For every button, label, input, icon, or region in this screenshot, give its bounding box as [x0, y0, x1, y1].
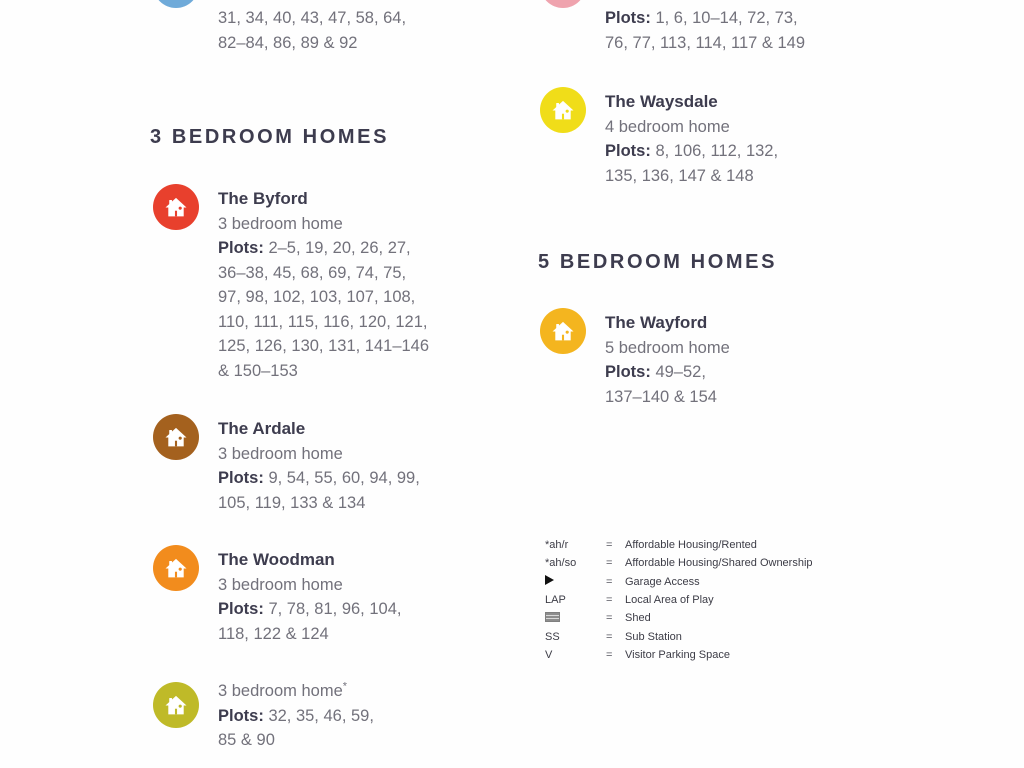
section-heading-3-bedroom: 3 BEDROOM HOMES	[150, 126, 390, 148]
plots-label: Plots:	[218, 600, 264, 618]
plots-label: Plots:	[218, 469, 264, 487]
shed-icon	[545, 612, 560, 622]
home-entry-waysdale	[605, 90, 778, 188]
home-type: 3 bedroom home	[218, 444, 343, 463]
plots-line: Plots: 8, 106, 112, 132,	[605, 142, 779, 160]
legend-symbol: LAP	[545, 594, 566, 607]
house-glyph	[549, 317, 577, 345]
section-heading-5-bedroom: 5 BEDROOM HOMES	[538, 251, 778, 273]
equals-sign: =	[606, 557, 613, 570]
plots-label: Plots:	[218, 706, 264, 725]
legend-label: Affordable Housing/Shared Ownership	[625, 557, 813, 570]
legend-symbol: V	[545, 648, 553, 661]
partial-home-entry	[218, 6, 406, 55]
legend-row	[545, 573, 813, 591]
plots-line: Plots: 9, 54, 55, 60, 94, 99,	[218, 469, 420, 487]
plots-line: Plots: 49–52,	[605, 363, 706, 381]
garage-access-icon	[545, 575, 554, 585]
home-type: 3 bedroom home	[218, 575, 343, 594]
plots-line: Plots: 32, 35, 46, 59,	[218, 706, 374, 725]
legend-symbol: SS	[545, 630, 560, 643]
home-entry-wayford	[605, 311, 730, 409]
house-icon	[153, 0, 199, 8]
plots-line: 82–84, 86, 89 & 92	[218, 33, 358, 52]
home-entry-ardale	[218, 417, 420, 515]
plots-label: Plots:	[218, 239, 264, 257]
plots-label: Plots:	[605, 9, 651, 27]
legend-label: Affordable Housing/Rented	[625, 539, 757, 552]
legend-row	[545, 627, 813, 645]
house-icon	[153, 414, 199, 460]
plots-label: Plots:	[605, 142, 651, 160]
house-glyph	[162, 193, 190, 221]
home-entry-olive	[218, 679, 374, 753]
house-glyph	[162, 554, 190, 582]
legend-symbol: *ah/r	[545, 539, 569, 552]
partial-home-entry	[605, 6, 805, 55]
equals-sign: =	[606, 539, 613, 552]
home-entry-byford	[218, 187, 429, 383]
affordable-asterisk: *	[342, 680, 348, 693]
home-type: 3 bedroom home	[218, 214, 343, 233]
legend-row	[545, 609, 813, 627]
house-icon	[153, 545, 199, 591]
plots-line: 97, 98, 102, 103, 107, 108,	[218, 288, 416, 306]
legend-label: Garage Access	[625, 575, 700, 588]
plots-line: Plots: 7, 78, 81, 96, 104,	[218, 600, 402, 618]
home-name: The Byford	[218, 189, 308, 208]
plots-line: 105, 119, 133 & 134	[218, 493, 366, 512]
house-icon	[540, 87, 586, 133]
plots-label: Plots:	[605, 363, 651, 381]
legend-label: Visitor Parking Space	[625, 648, 730, 661]
equals-sign: =	[606, 575, 613, 588]
home-entry-woodman	[218, 548, 401, 646]
equals-sign: =	[606, 594, 613, 607]
house-glyph	[162, 423, 190, 451]
home-type: 4 bedroom home	[605, 117, 730, 136]
equals-sign: =	[606, 648, 613, 661]
home-name: The Waysdale	[605, 92, 718, 111]
plots-line: 118, 122 & 124	[218, 624, 329, 643]
home-name: The Ardale	[218, 419, 306, 438]
house-glyph	[162, 691, 190, 719]
plots-line: 135, 136, 147 & 148	[605, 166, 754, 185]
equals-sign: =	[606, 612, 613, 625]
home-type: 5 bedroom home	[605, 338, 730, 357]
house-icon	[153, 682, 199, 728]
legend-row	[545, 554, 813, 572]
legend-label: Local Area of Play	[625, 594, 714, 607]
equals-sign: =	[606, 630, 613, 643]
plots-line: & 150–153	[218, 361, 298, 380]
plots-line: 76, 77, 113, 114, 117 & 149	[605, 33, 805, 52]
legend-row	[545, 536, 813, 554]
legend-label: Shed	[625, 612, 651, 625]
plots-line: 85 & 90	[218, 731, 275, 749]
house-icon	[153, 184, 199, 230]
home-name: The Woodman	[218, 550, 335, 569]
plots-line: 36–38, 45, 68, 69, 74, 75,	[218, 263, 407, 282]
plots-line: 137–140 & 154	[605, 387, 717, 406]
legend-row	[545, 591, 813, 609]
house-icon	[540, 308, 586, 354]
plots-line: 125, 126, 130, 131, 141–146	[218, 337, 430, 355]
abbreviations-legend	[545, 536, 813, 664]
house-icon	[540, 0, 586, 8]
legend-symbol: *ah/so	[545, 557, 577, 570]
plots-line: Plots: 1, 6, 10–14, 72, 73,	[605, 9, 798, 27]
legend-row	[545, 646, 813, 664]
plots-line: 110, 111, 115, 116, 120, 121,	[218, 312, 428, 331]
home-name: The Wayford	[605, 313, 708, 332]
plots-line: Plots: 2–5, 19, 20, 26, 27,	[218, 239, 411, 257]
legend-label: Sub Station	[625, 630, 682, 643]
plots-line: 31, 34, 40, 43, 47, 58, 64,	[218, 9, 407, 27]
home-type: 3 bedroom home*	[218, 680, 348, 700]
house-glyph	[549, 96, 577, 124]
